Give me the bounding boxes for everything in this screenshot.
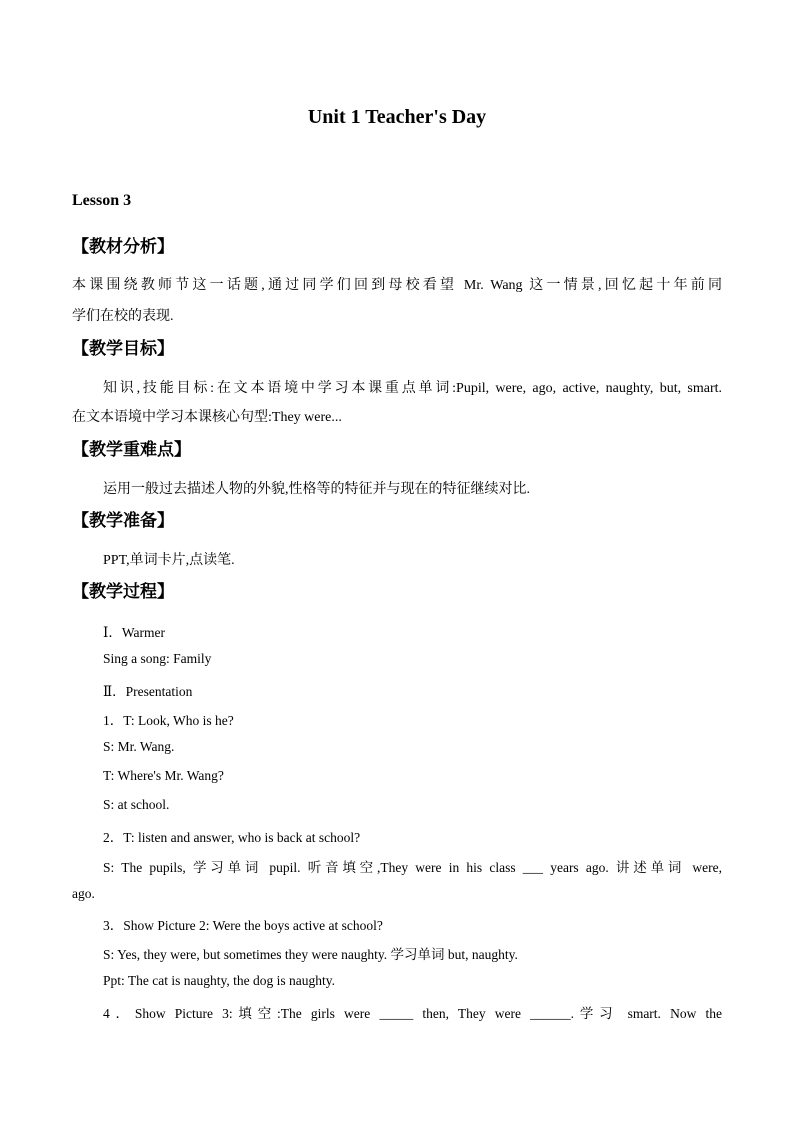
section-heading-process: 【教学过程】 — [72, 582, 174, 602]
objectives-text-line-1: 知识,技能目标:在文本语境中学习本课重点单词:Pupil, were, ago, active, naughty, but, smart. — [103, 381, 722, 396]
section-heading-key-points: 【教学重难点】 — [72, 440, 191, 460]
process-line-8: 2．T: listen and answer, who is back at school? — [103, 830, 361, 845]
objectives-text-line-2: 在文本语境中学习本课核心句型:They were... — [72, 410, 342, 425]
section-heading-objectives: 【教学目标】 — [72, 339, 174, 359]
preparation-text: PPT,单词卡片,点读笔. — [103, 553, 235, 568]
document-title: Unit 1 Teacher's Day — [307, 106, 487, 128]
section-heading-analysis: 【教材分析】 — [72, 237, 174, 257]
analysis-text-line-1: 本课围绕教师节这一话题,通过同学们回到母校看望 Mr. Wang 这一情景,回忆起十年前同 — [72, 278, 722, 293]
analysis-text-line-2: 学们在校的表现. — [72, 309, 174, 324]
process-line-9: S: The pupils, 学习单词 pupil. 听音填空,They were in his class ___ years ago. 讲述单词 were, — [103, 860, 722, 875]
process-line-5: S: Mr. Wang. — [103, 739, 175, 754]
process-line-7: S: at school. — [103, 797, 170, 812]
lesson-label: Lesson 3 — [72, 192, 132, 209]
process-line-2: Sing a song: Family — [103, 651, 212, 666]
process-line-1: Ⅰ．Warmer — [103, 625, 165, 640]
process-line-14: 4．Show Picture 3:填空:The girls were _____ then, They were ______.学习 smart. Now the — [103, 1006, 722, 1021]
process-line-10: ago. — [72, 886, 95, 901]
key-points-text: 运用一般过去描述人物的外貌,性格等的特征并与现在的特征继续对比. — [103, 482, 530, 497]
process-line-11: 3．Show Picture 2: Were the boys active at school? — [103, 918, 383, 933]
section-heading-preparation: 【教学准备】 — [72, 511, 174, 531]
process-line-13: Ppt: The cat is naughty, the dog is naughty. — [103, 973, 335, 988]
process-line-3: Ⅱ．Presentation — [103, 684, 193, 699]
process-line-4: 1．T: Look, Who is he? — [103, 713, 234, 728]
process-line-12: S: Yes, they were, but sometimes they were naughty. 学习单词 but, naughty. — [103, 947, 518, 962]
process-line-6: T: Where's Mr. Wang? — [103, 768, 224, 783]
